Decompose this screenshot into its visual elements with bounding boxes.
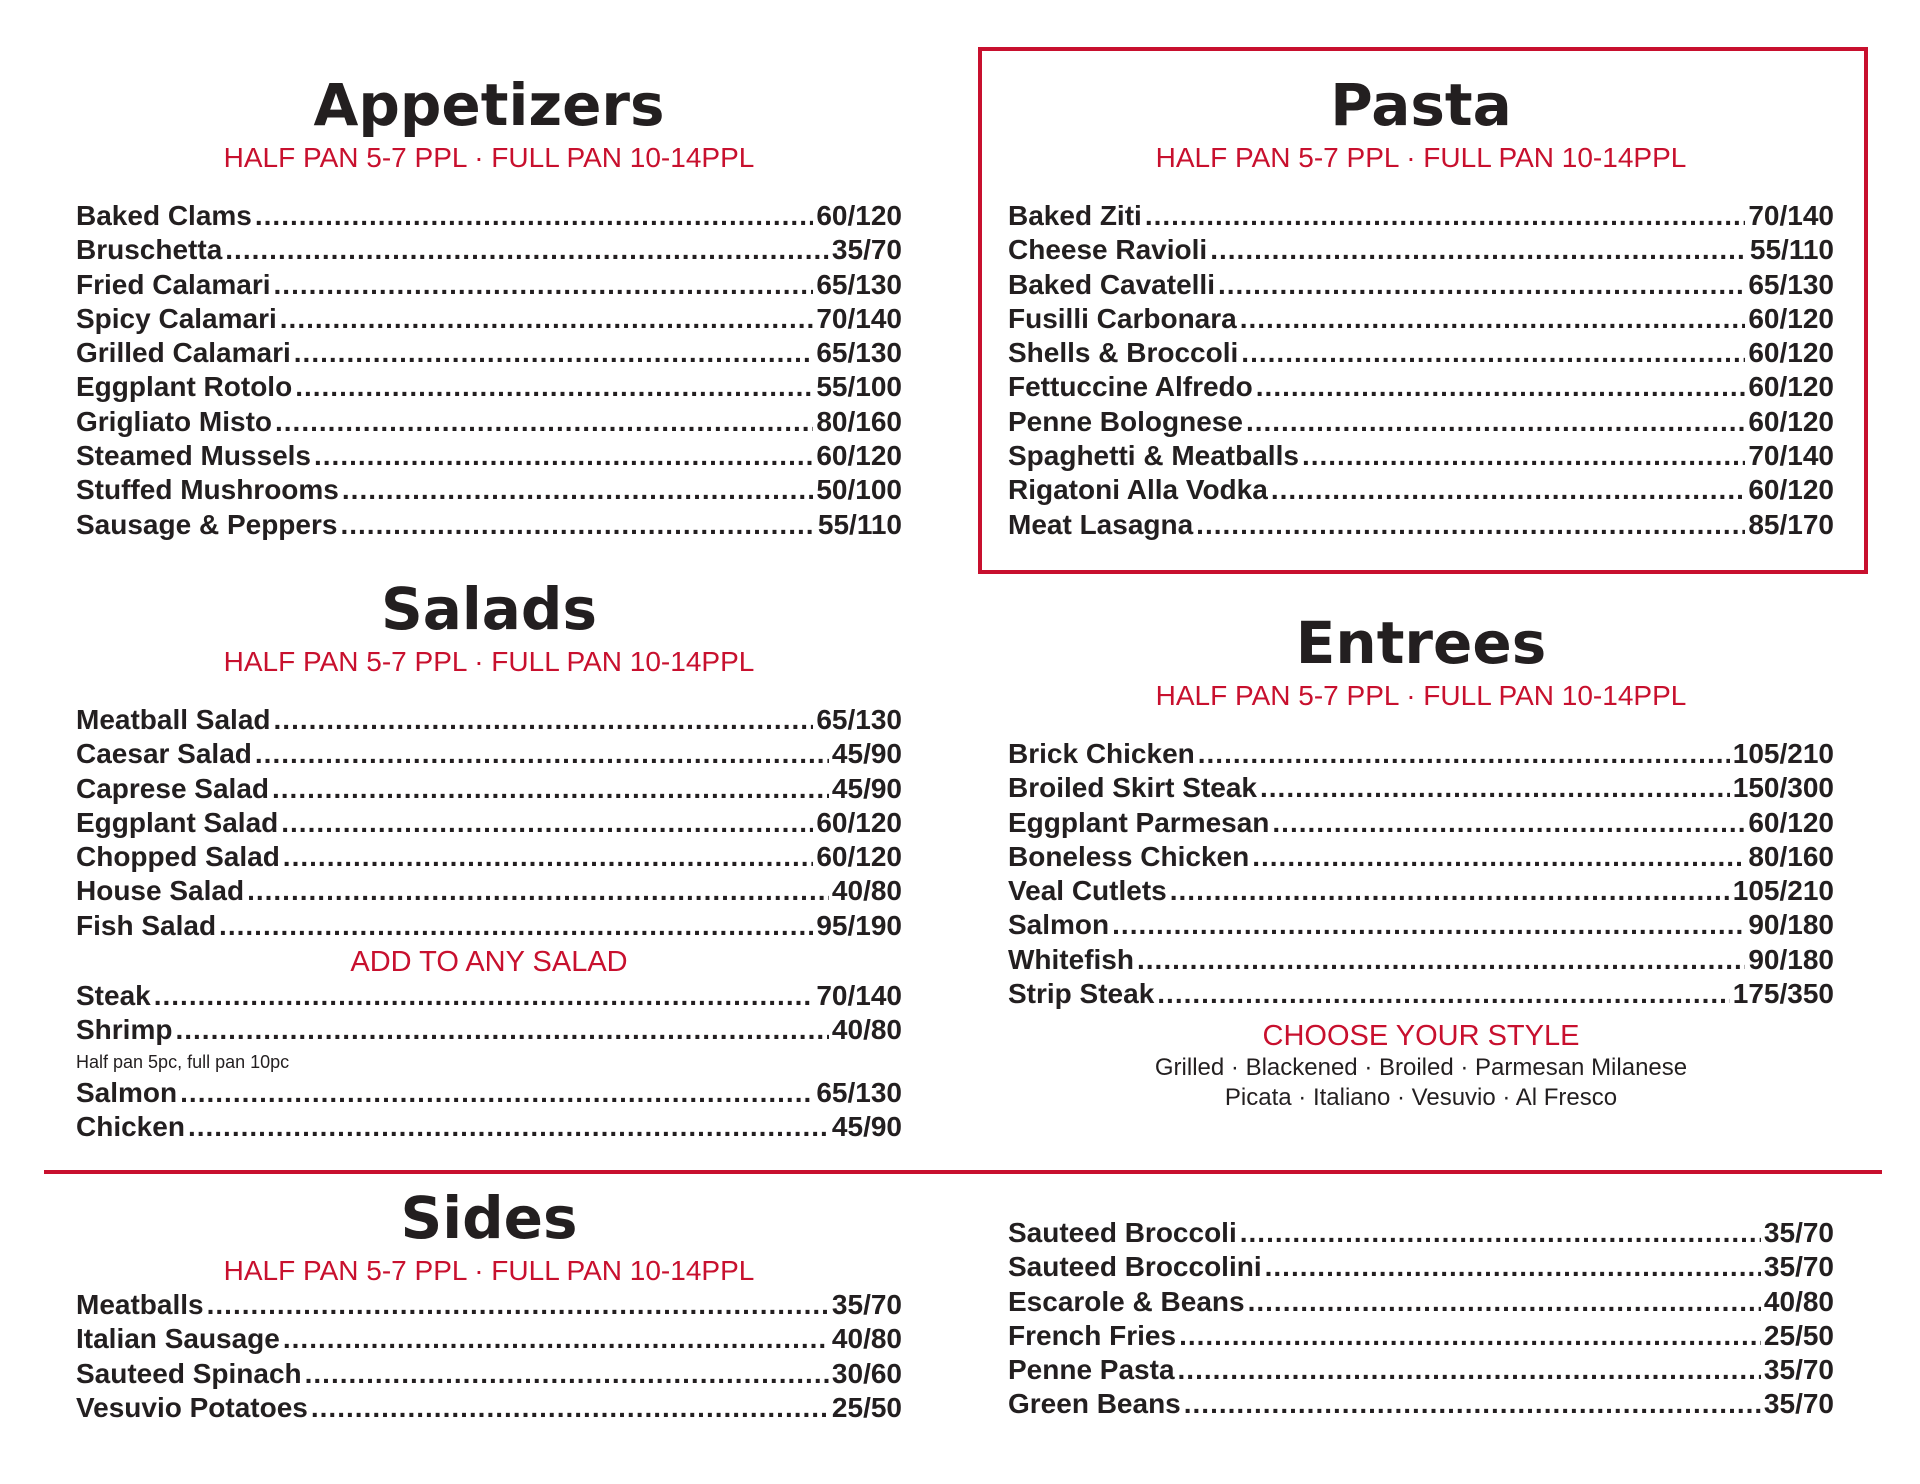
item-name: Eggplant Parmesan (1008, 806, 1270, 838)
item-price: 35/70 (1763, 1354, 1834, 1386)
menu-item (1008, 405, 1834, 439)
salads-section (76, 576, 902, 1144)
item-price: 65/130 (816, 1076, 902, 1108)
item-name: Brick Chicken (1008, 738, 1195, 769)
item-name: Sausage & Peppers (76, 508, 338, 540)
item-price: 175/350 (1732, 978, 1834, 1010)
sides-right-section (1008, 1216, 1834, 1422)
item-price: 45/90 (831, 1110, 902, 1142)
dot-leader (311, 1391, 829, 1425)
item-price: 90/180 (1748, 943, 1834, 975)
item-name: Baked Clams (76, 200, 252, 231)
dot-leader (1218, 268, 1745, 302)
item-price: 60/120 (816, 440, 902, 472)
item-price: 40/80 (831, 1014, 902, 1046)
menu-item (76, 1391, 902, 1425)
item-price: 60/120 (1748, 371, 1834, 403)
dot-leader (314, 439, 813, 473)
menu-item (1008, 977, 1834, 1011)
item-name: Sauteed Broccoli (1008, 1217, 1237, 1248)
item-name: Spicy Calamari (76, 302, 277, 334)
item-price: 60/120 (1748, 302, 1834, 334)
menu-item (76, 840, 902, 874)
dot-leader (342, 473, 813, 507)
item-price: 95/190 (816, 909, 902, 941)
dot-leader (274, 268, 814, 302)
item-price: 55/110 (817, 508, 902, 540)
dot-leader (272, 772, 829, 806)
item-price: 60/120 (1748, 474, 1834, 506)
item-name: Sauteed Broccolini (1008, 1251, 1262, 1283)
dot-leader (255, 737, 829, 771)
item-price: 60/120 (816, 200, 902, 231)
pasta-list (1008, 199, 1834, 542)
dot-leader (1112, 908, 1745, 942)
dot-leader (180, 1076, 813, 1110)
menu-item (1008, 1285, 1834, 1319)
addon-note: Half pan 5pc, full pan 10pc (76, 1051, 290, 1072)
dot-leader (274, 703, 814, 737)
menu-item (76, 1322, 902, 1356)
pasta-section (1008, 72, 1834, 542)
item-price: 65/130 (816, 704, 902, 735)
item-name: Salmon (1008, 909, 1110, 941)
item-name: Meatballs (76, 1289, 204, 1320)
item-name: Caprese Salad (76, 772, 269, 804)
dot-leader (219, 909, 813, 943)
menu-item (76, 806, 902, 840)
dot-leader (1241, 336, 1745, 370)
dot-leader (188, 1110, 829, 1144)
item-name: Caesar Salad (76, 738, 252, 770)
dot-leader (1246, 405, 1745, 439)
dot-leader (154, 979, 814, 1013)
appetizers-subtitle: HALF PAN 5-7 PPL · FULL PAN 10-14PPL (223, 142, 755, 173)
item-price: 105/210 (1732, 875, 1834, 907)
entrees-title: Entrees (1295, 609, 1547, 677)
item-price: 80/160 (1748, 840, 1834, 872)
menu-item (1008, 268, 1834, 302)
menu-item (1008, 1387, 1834, 1421)
item-name: Baked Ziti (1008, 200, 1142, 231)
menu-item (1008, 771, 1834, 805)
dot-leader (275, 405, 813, 439)
menu-item (76, 268, 902, 302)
dot-leader (1157, 977, 1730, 1011)
item-name: Baked Cavatelli (1008, 268, 1215, 300)
dot-leader (1179, 1319, 1761, 1353)
dot-leader (207, 1288, 829, 1322)
menu-item (76, 473, 902, 507)
menu-item (1008, 806, 1834, 840)
item-price: 150/300 (1732, 772, 1834, 804)
add-to-salad-label: ADD TO ANY SALAD (350, 946, 628, 979)
menu-item (1008, 1353, 1834, 1387)
item-name: Rigatoni Alla Vodka (1008, 474, 1268, 506)
entrees-subtitle: HALF PAN 5-7 PPL · FULL PAN 10-14PPL (1155, 680, 1687, 711)
dot-leader (1137, 943, 1745, 977)
item-price: 55/100 (816, 371, 902, 403)
salad-addons-list-a (76, 979, 902, 1048)
item-price: 70/140 (1748, 200, 1834, 231)
menu-item (76, 1110, 902, 1144)
item-name: Grigliato Misto (76, 405, 272, 437)
menu-item (1008, 233, 1834, 267)
salads-title: Salads (381, 575, 597, 643)
item-price: 30/60 (831, 1357, 902, 1389)
salad-addons-list-b (76, 1076, 902, 1145)
item-name: Eggplant Rotolo (76, 371, 293, 403)
item-price: 40/80 (1763, 1285, 1834, 1317)
item-name: Meat Lasagna (1008, 508, 1194, 540)
menu-item (76, 979, 902, 1013)
item-price: 25/50 (831, 1391, 902, 1423)
item-price: 70/140 (1748, 440, 1834, 472)
dot-leader (1248, 1285, 1761, 1319)
pasta-title: Pasta (1330, 71, 1512, 139)
item-name: Chicken (76, 1110, 185, 1142)
menu-item (76, 1288, 902, 1322)
menu-item (1008, 1319, 1834, 1353)
item-name: Whitefish (1008, 943, 1134, 975)
menu-item (1008, 336, 1834, 370)
dot-leader (1210, 233, 1747, 267)
item-name: Broiled Skirt Steak (1008, 772, 1257, 804)
item-name: Penne Bolognese (1008, 405, 1243, 437)
item-name: Stuffed Mushrooms (76, 474, 339, 506)
item-name: Fusilli Carbonara (1008, 302, 1237, 334)
sides-right-list (1008, 1216, 1834, 1422)
dot-leader (1198, 737, 1730, 771)
item-price: 25/50 (1763, 1319, 1834, 1351)
choose-style-label: CHOOSE YOUR STYLE (1262, 1020, 1580, 1053)
item-price: 35/70 (1763, 1217, 1834, 1248)
dot-leader (294, 336, 814, 370)
item-price: 35/70 (831, 234, 902, 266)
item-name: Shrimp (76, 1014, 173, 1046)
menu-item (76, 508, 902, 542)
dot-leader (1240, 1216, 1761, 1250)
menu-item (1008, 874, 1834, 908)
item-price: 70/140 (816, 302, 902, 334)
item-name: Strip Steak (1008, 978, 1155, 1010)
menu-item (1008, 302, 1834, 336)
dot-leader (1302, 439, 1745, 473)
menu-item (1008, 908, 1834, 942)
dot-leader (1272, 806, 1745, 840)
item-name: Escarole & Beans (1008, 1285, 1245, 1317)
sides-section (76, 1185, 902, 1425)
item-name: Grilled Calamari (76, 337, 291, 369)
dot-leader (1184, 1387, 1761, 1421)
salads-list (76, 703, 902, 943)
item-price: 35/70 (1763, 1251, 1834, 1283)
item-price: 65/130 (1748, 268, 1834, 300)
item-name: Cheese Ravioli (1008, 234, 1208, 266)
item-price: 80/160 (816, 405, 902, 437)
dot-leader (1196, 508, 1745, 542)
dot-leader (1252, 840, 1745, 874)
item-price: 65/130 (816, 268, 902, 300)
item-name: Italian Sausage (76, 1323, 280, 1355)
dot-leader (225, 233, 829, 267)
item-name: Shells & Broccoli (1008, 337, 1239, 369)
dot-leader (280, 302, 814, 336)
menu-item (1008, 508, 1834, 542)
item-price: 55/110 (1749, 234, 1834, 266)
item-name: Bruschetta (76, 234, 223, 266)
item-name: Steak (76, 980, 151, 1012)
item-price: 45/90 (831, 772, 902, 804)
item-price: 105/210 (1732, 738, 1834, 769)
sides-title: Sides (400, 1184, 578, 1252)
dot-leader (1260, 771, 1730, 805)
appetizers-section (76, 72, 902, 542)
menu-item (1008, 1250, 1834, 1284)
menu-item (76, 1357, 902, 1391)
menu-item (1008, 199, 1834, 233)
menu-item (76, 336, 902, 370)
item-price: 60/120 (1748, 405, 1834, 437)
sides-left-list (76, 1288, 902, 1425)
menu-item (76, 405, 902, 439)
sides-subtitle: HALF PAN 5-7 PPL · FULL PAN 10-14PPL (223, 1255, 755, 1286)
menu-item (1008, 737, 1834, 771)
dot-leader (295, 370, 813, 404)
item-price: 65/130 (816, 337, 902, 369)
dot-leader (175, 1013, 828, 1047)
menu-item (76, 703, 902, 737)
item-name: Fettuccine Alfredo (1008, 371, 1253, 403)
menu-item (1008, 943, 1834, 977)
menu-item (1008, 439, 1834, 473)
item-name: Spaghetti & Meatballs (1008, 440, 1299, 472)
item-price: 90/180 (1748, 909, 1834, 941)
menu-item (1008, 840, 1834, 874)
menu-item (76, 1076, 902, 1110)
dot-leader (255, 199, 813, 233)
item-price: 40/80 (831, 1323, 902, 1355)
dot-leader (1265, 1250, 1761, 1284)
entrees-list (1008, 737, 1834, 1011)
pasta-subtitle: HALF PAN 5-7 PPL · FULL PAN 10-14PPL (1155, 142, 1687, 173)
item-price: 45/90 (831, 738, 902, 770)
dot-leader (1256, 370, 1746, 404)
entrees-section (1008, 610, 1834, 1113)
menu-item (1008, 1216, 1834, 1250)
dot-leader (1271, 473, 1746, 507)
dot-leader (1170, 874, 1730, 908)
item-price: 60/120 (816, 841, 902, 873)
item-name: Fried Calamari (76, 268, 271, 300)
section-divider (44, 1170, 1882, 1174)
item-price: 85/170 (1748, 508, 1834, 540)
item-name: Veal Cutlets (1008, 875, 1167, 907)
item-name: Fish Salad (76, 909, 217, 941)
menu-item (1008, 473, 1834, 507)
menu-item (76, 909, 902, 943)
item-name: House Salad (76, 875, 245, 907)
item-name: Sauteed Spinach (76, 1357, 302, 1389)
menu-item (76, 233, 902, 267)
item-price: 40/80 (831, 875, 902, 907)
appetizers-title: Appetizers (313, 71, 665, 139)
item-name: Vesuvio Potatoes (76, 1391, 308, 1423)
menu-item (76, 737, 902, 771)
salads-subtitle: HALF PAN 5-7 PPL · FULL PAN 10-14PPL (223, 646, 755, 677)
menu-item (76, 439, 902, 473)
styles-line-2: Picata · Italiano · Vesuvio · Al Fresco (1224, 1084, 1618, 1112)
dot-leader (283, 1322, 829, 1356)
item-name: Boneless Chicken (1008, 840, 1250, 872)
dot-leader (1145, 199, 1746, 233)
item-name: Eggplant Salad (76, 806, 279, 838)
menu-item (76, 874, 902, 908)
menu-item (76, 1013, 902, 1047)
item-price: 60/120 (1748, 806, 1834, 838)
menu-item (1008, 370, 1834, 404)
item-name: Steamed Mussels (76, 440, 311, 472)
menu-item (76, 199, 902, 233)
dot-leader (283, 840, 814, 874)
item-name: French Fries (1008, 1319, 1177, 1351)
item-price: 35/70 (831, 1289, 902, 1320)
item-price: 60/120 (816, 806, 902, 838)
item-price: 60/120 (1748, 337, 1834, 369)
item-name: Green Beans (1008, 1388, 1181, 1420)
styles-line-1: Grilled · Blackened · Broiled · Parmesan Milanese (1154, 1054, 1688, 1082)
item-name: Meatball Salad (76, 704, 271, 735)
item-name: Salmon (76, 1076, 178, 1108)
dot-leader (281, 806, 813, 840)
dot-leader (247, 874, 829, 908)
dot-leader (305, 1357, 829, 1391)
appetizers-list (76, 199, 902, 542)
menu-item (76, 302, 902, 336)
dot-leader (1240, 302, 1746, 336)
item-name: Penne Pasta (1008, 1354, 1175, 1386)
dot-leader (340, 508, 814, 542)
item-price: 35/70 (1763, 1388, 1834, 1420)
dot-leader (1178, 1353, 1761, 1387)
menu-item (76, 772, 902, 806)
item-price: 50/100 (816, 474, 902, 506)
item-price: 70/140 (816, 980, 902, 1012)
item-name: Chopped Salad (76, 841, 280, 873)
menu-item (76, 370, 902, 404)
